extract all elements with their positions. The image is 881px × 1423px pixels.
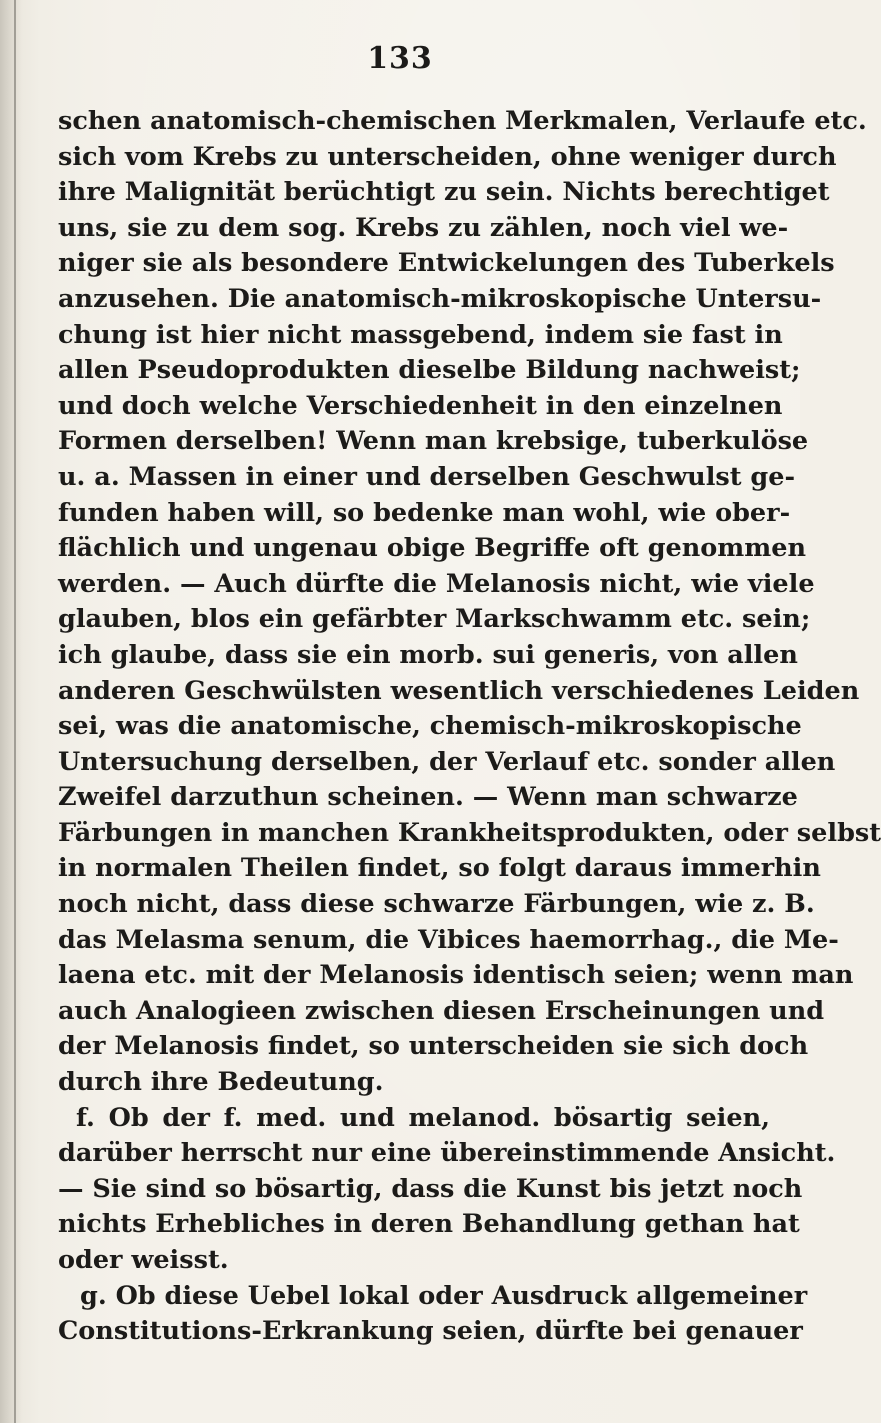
text-line: sich vom Krebs zu unterscheiden, ohne weniger durch <box>58 141 837 172</box>
text-line: — Sie sind so bösartig, dass die Kunst bis jetzt noch <box>58 1173 803 1204</box>
text-line: g. Ob diese Uebel lokal oder Ausdruck allgemeiner <box>80 1280 808 1311</box>
text-line: Formen derselben! Wenn man krebsige, tuberkulöse <box>58 426 809 457</box>
text-line: niger sie als besondere Entwickelungen des Tuberkels <box>58 248 835 279</box>
text-line: sei, was die anatomische, chemisch-mikroskopische <box>58 711 802 742</box>
text-line: schen anatomisch-chemischen Merkmalen, Verlaufe etc. <box>58 106 867 136</box>
text-line: und doch welche Verschiedenheit in den einzelnen <box>58 390 783 421</box>
text-line: uns, sie zu dem sog. Krebs zu zählen, noch viel we- <box>58 212 789 243</box>
text-line: durch ihre Bedeutung. <box>58 1067 384 1098</box>
text-line: Untersuchung derselben, der Verlauf etc. sonder allen <box>58 746 836 777</box>
text-line: anderen Geschwülsten wesentlich verschiedenes Leiden <box>58 675 860 706</box>
text-line: glauben, blos ein gefärbter Markschwamm etc. sein; <box>58 604 811 635</box>
text-line: laena etc. mit der Melanosis identisch seien; wenn man <box>58 960 854 991</box>
text-line: darüber herrscht nur eine übereinstimmende Ansicht. <box>58 1138 836 1169</box>
binding-edge <box>14 0 16 1423</box>
text-line: flächlich und ungenau obige Begriffe oft genommen <box>58 533 807 564</box>
text-line: ich glaube, dass sie ein morb. sui generis, von allen <box>58 639 798 670</box>
text-line: Zweifel darzuthun scheinen. — Wenn man schwarze <box>58 782 798 813</box>
text-line: chung ist hier nicht massgebend, indem sie fast in <box>58 319 783 350</box>
text-line: auch Analogieen zwischen diesen Erscheinungen und <box>58 995 825 1026</box>
text-line: Färbungen in manchen Krankheitsprodukten, oder selbst <box>58 817 881 848</box>
text-line: der Melanosis findet, so unterscheiden sie sich doch <box>58 1031 809 1062</box>
text-line: in normalen Theilen findet, so folgt daraus immerhin <box>58 853 821 884</box>
text-line: ihre Malignität berüchtigt zu sein. Nichts berechtiget <box>58 177 830 208</box>
text-line: werden. — Auch dürfte die Melanosis nicht, wie viele <box>58 568 815 599</box>
text-line: f. Ob der f. med. und melanod. bösartig seien, <box>76 1102 770 1133</box>
text-line: allen Pseudoprodukten dieselbe Bildung nachweist; <box>58 355 801 386</box>
text-line: funden haben will, so bedenke man wohl, wie ober- <box>58 497 791 528</box>
text-line: anzusehen. Die anatomisch-mikroskopische Untersu- <box>58 283 822 314</box>
body-text <box>58 104 881 1350</box>
page-gutter <box>0 0 22 1423</box>
text-line: Constitutions-Erkrankung seien, dürfte bei genauer <box>58 1316 803 1347</box>
page-number: 133 <box>367 41 433 76</box>
text-line: oder weisst. <box>58 1245 229 1275</box>
text-line: u. a. Massen in einer und derselben Geschwulst ge- <box>58 461 796 492</box>
text-line: nichts Erhebliches in deren Behandlung gethan hat <box>58 1209 800 1240</box>
text-line: noch nicht, dass diese schwarze Färbungen, wie z. B. <box>58 889 815 920</box>
text-line: das Melasma senum, die Vibices haemorrhag., die Me- <box>58 924 839 955</box>
